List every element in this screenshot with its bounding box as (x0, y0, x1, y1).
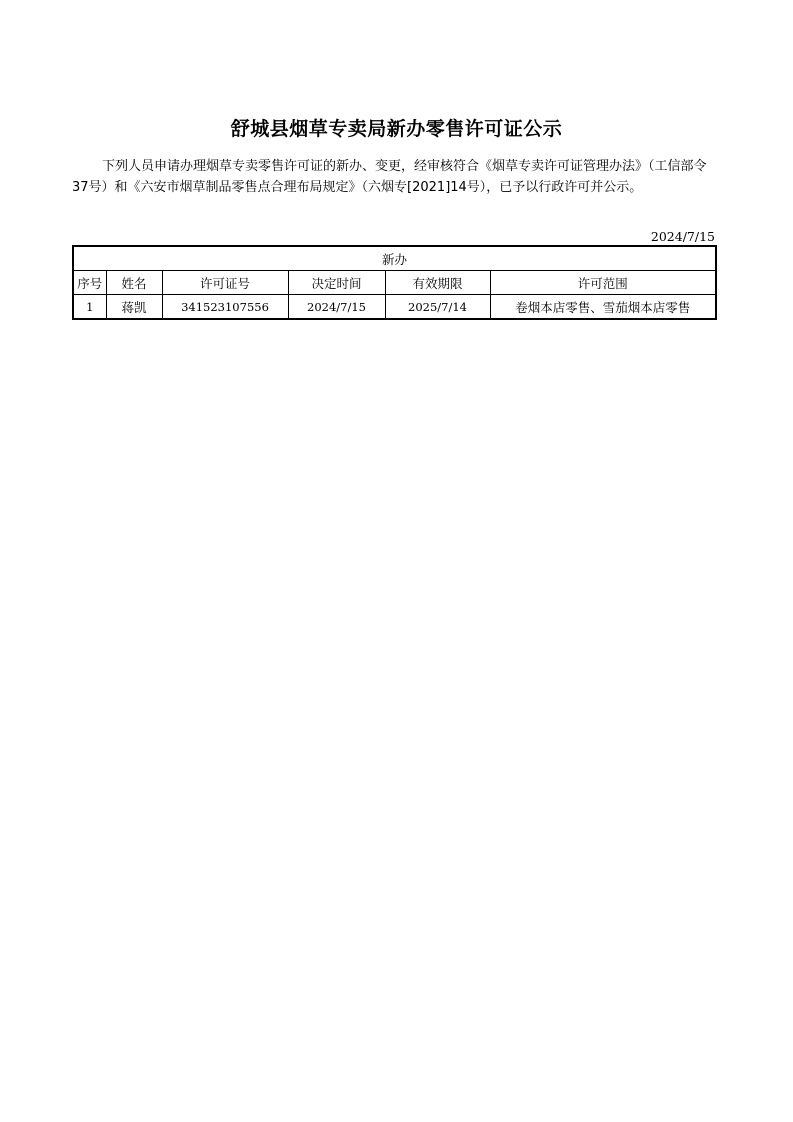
section-header-row (73, 246, 716, 271)
column-header-name: 姓名 (106, 271, 162, 295)
permit-table (72, 245, 717, 320)
column-header-row (73, 271, 716, 295)
cell-index: 1 (73, 295, 106, 320)
table-row (73, 295, 716, 320)
page-title: 舒城县烟草专卖局新办零售许可证公示 (230, 118, 563, 140)
publication-date: 2024/7/15 (650, 229, 715, 244)
cell-license-no: 341523107556 (162, 295, 288, 320)
cell-decision-date: 2024/7/15 (288, 295, 385, 320)
column-header-decision-date: 决定时间 (288, 271, 385, 295)
column-header-scope: 许可范围 (490, 271, 716, 295)
column-header-license-no: 许可证号 (162, 271, 288, 295)
intro-paragraph: 下列人员申请办理烟草专卖零售许可证的新办、变更，经审核符合《烟草专卖许可证管理办法》（工信部令37号）和《六安市烟草制品零售点合理布局规定》（六烟专[2021]14号），已予以行政许可并公示。 (72, 159, 707, 195)
cell-name: 蒋凯 (106, 295, 162, 320)
column-header-expiry-date: 有效期限 (385, 271, 490, 295)
column-header-index: 序号 (73, 271, 106, 295)
cell-expiry-date: 2025/7/14 (385, 295, 490, 320)
section-header: 新办 (73, 246, 716, 271)
cell-scope: 卷烟本店零售、雪茄烟本店零售 (490, 295, 716, 320)
